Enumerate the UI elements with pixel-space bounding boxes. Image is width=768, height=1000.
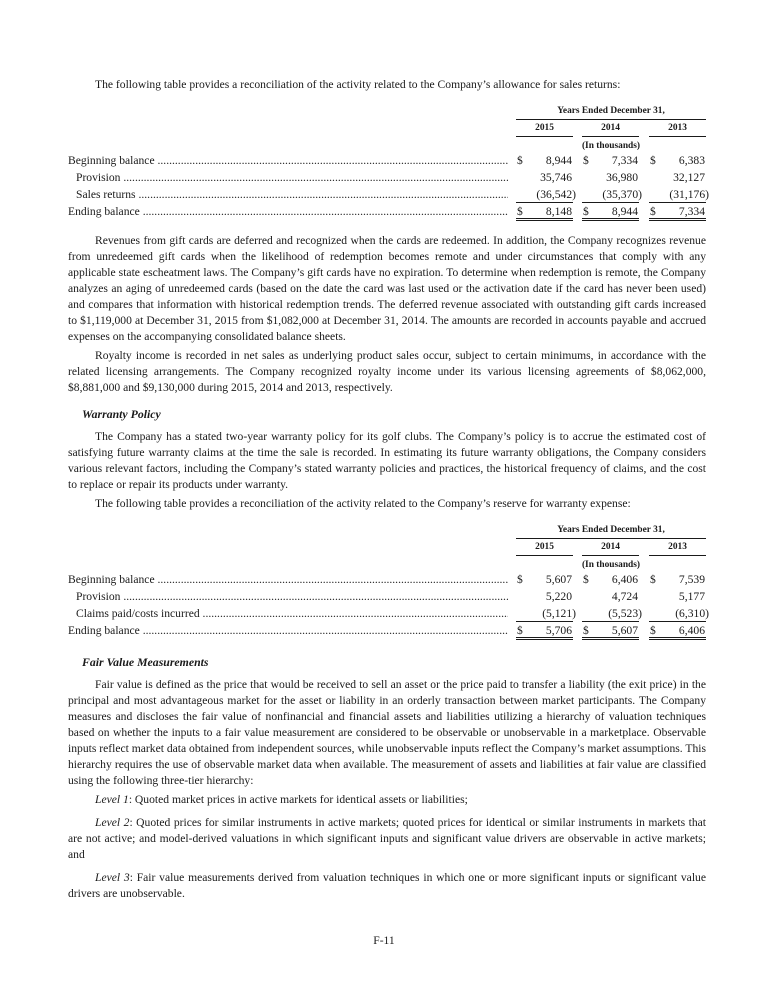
- cell-value: 7,539: [678, 573, 705, 586]
- fair-value-heading: Fair Value Measurements: [82, 655, 209, 669]
- cell-value: 8,944: [611, 205, 638, 218]
- level-1-item: [68, 792, 706, 808]
- table-row-beginning-balance: Beginning balance ..... $ 8,944 $ 7,334 $ 6,383: [68, 153, 706, 169]
- row-label: Provision .....: [76, 589, 508, 605]
- cell-value: 36,980: [606, 171, 638, 184]
- cell-value: 7,334: [611, 154, 638, 167]
- row-label: Claims paid/costs incurred .....: [76, 606, 508, 622]
- units-label: (In thousands): [581, 560, 641, 570]
- table-header-years-ended: Years Ended December 31,: [516, 525, 706, 539]
- cell-value: 6,406: [678, 624, 705, 637]
- table-row-provision: [68, 589, 706, 605]
- row-label: Beginning balance .....: [68, 153, 508, 169]
- units-label: (In thousands): [581, 141, 641, 151]
- level-1-label: Level 1: [95, 793, 129, 806]
- table-row-beginning-balance: Beginning balance ..... $ 5,607 $ 6,406 $ 7,539: [68, 572, 706, 588]
- cell-value: 5,706: [545, 624, 572, 637]
- cell-value: (6,310): [675, 607, 709, 620]
- cell-value: 7,334: [678, 205, 705, 218]
- table-year-headers: [516, 123, 706, 139]
- level-2-label: Level 2: [95, 816, 130, 829]
- level-3-item: [68, 870, 706, 902]
- table-year-headers: [516, 542, 706, 558]
- row-label: Ending balance .....: [68, 623, 508, 639]
- cell-value: (5,121): [542, 607, 576, 620]
- warranty-paragraph: The Company has a stated two-year warranty policy for its golf clubs. The Company’s policy is to accrue the estimated cost of satisfying future warranty claims at the time the sale is recorded. In estimating its future warranty obligations, the Company considers various relevant factors, including the Company’s stated warranty policies and practices, the historical frequency of claims, and the cost to replace or repair its products under warranty.: [68, 430, 706, 491]
- cell-value: 6,383: [678, 154, 705, 167]
- level-2-item: [68, 815, 706, 863]
- cell-value: (31,176): [669, 188, 709, 201]
- row-label: Ending balance .....: [68, 204, 508, 220]
- cell-value: 35,746: [540, 171, 572, 184]
- cell-value: 8,944: [545, 154, 572, 167]
- level-3-label: Level 3: [95, 871, 130, 884]
- year-header-2013: 2013: [649, 542, 706, 556]
- year-header-2015: 2015: [516, 123, 573, 137]
- cell-value: 32,127: [673, 171, 705, 184]
- cell-value: (35,370): [602, 188, 642, 201]
- table-row-claims-paid: [68, 606, 709, 622]
- level-1-text: : Quoted market prices in active markets for identical assets or liabilities;: [128, 793, 468, 806]
- table-row-sales-returns: [68, 187, 709, 203]
- cell-value: (5,523): [608, 607, 642, 620]
- cell-value: 5,220: [545, 590, 572, 603]
- table-header-years-ended: Years Ended December 31,: [516, 106, 706, 120]
- warranty-intro: The following table provides a reconciliation of the activity related to the Company’s reserve for warranty expense:: [95, 497, 631, 510]
- sales-returns-intro: The following table provides a reconciliation of the activity related to the Company’s allowance for sales returns:: [95, 78, 621, 91]
- table-row-ending-balance: Ending balance ..... $ 5,706 $ 5,607 $ 6,406: [68, 623, 706, 639]
- cell-value: 8,148: [545, 205, 572, 218]
- row-label: Beginning balance .....: [68, 572, 508, 588]
- page-number: F-11: [373, 934, 395, 947]
- fair-value-paragraph: Fair value is defined as the price that would be received to sell an asset or the price paid to transfer a liability (the exit price) in the principal and most advantageous market for the asset or liability in an orderly transaction between market participants. The Company measures and discloses the fair value of nonfinancial and financial assets and liabilities utilizing a hierarchy of valuation techniques based on whether the inputs to a fair value measurement are considered to be observable or unobservable in a marketplace. Observable inputs reflect market data obtained from independent sources, while unobservable inputs reflect the Company’s market assumptions. This hierarchy requires the use of observable market data when available. The measurement of assets and liabilities at fair value are classified using the following three-tier hierarchy:: [68, 678, 706, 787]
- table-row-ending-balance: Ending balance ..... $ 8,148 $ 8,944 $ 7,334: [68, 204, 706, 220]
- level-2-text: : Quoted prices for similar instruments in active markets; quoted prices for identical or similar instruments in markets that are not active; and model-derived valuations in which significant inputs and significant value drivers are observable in active markets; and: [68, 816, 706, 861]
- year-header-2014: 2014: [582, 123, 639, 137]
- row-label: Provision .....: [76, 170, 508, 186]
- year-header-2013: 2013: [649, 123, 706, 137]
- year-header-2015: 2015: [516, 542, 573, 556]
- cell-value: (36,542): [536, 188, 576, 201]
- cell-value: 5,607: [545, 573, 572, 586]
- cell-value: 6,406: [611, 573, 638, 586]
- level-3-text: : Fair value measurements derived from valuation techniques in which one or more significant inputs or significant value drivers are unobservable.: [68, 871, 706, 900]
- table-row-provision: [68, 170, 706, 186]
- warranty-policy-heading: Warranty Policy: [82, 407, 161, 421]
- royalty-paragraph: Royalty income is recorded in net sales as underlying product sales occur, subject to certain minimums, in accordance with the related licensing arrangements. The Company recognized royalty income under its various licensing agreements of $8,062,000, $8,881,000 and $9,130,000 during 2015, 2014 and 2013, respectively.: [68, 349, 706, 394]
- cell-value: 4,724: [611, 590, 638, 603]
- gift-cards-paragraph: Revenues from gift cards are deferred and recognized when the cards are redeemed. In addition, the Company recognizes revenue from unredeemed gift cards when the likelihood of redemption becomes remote and under circumstances that comply with any applicable state escheatment laws. The Company’s gift cards have no expiration. To determine when redemption is remote, the Company analyzes an aging of unredeemed cards (based on the date the card was last used or the activation date if the card has never been used) and compares that information with historical redemption trends. The deferred revenue associated with outstanding gift cards increased to $1,119,000 at December 31, 2015 from $1,082,000 at December 31, 2014. The amounts are recorded in accounts payable and accrued expenses on the accompanying consolidated balance sheets.: [68, 234, 706, 343]
- cell-value: 5,177: [678, 590, 705, 603]
- year-header-2014: 2014: [582, 542, 639, 556]
- row-label: Sales returns .....: [76, 187, 508, 203]
- cell-value: 5,607: [611, 624, 638, 637]
